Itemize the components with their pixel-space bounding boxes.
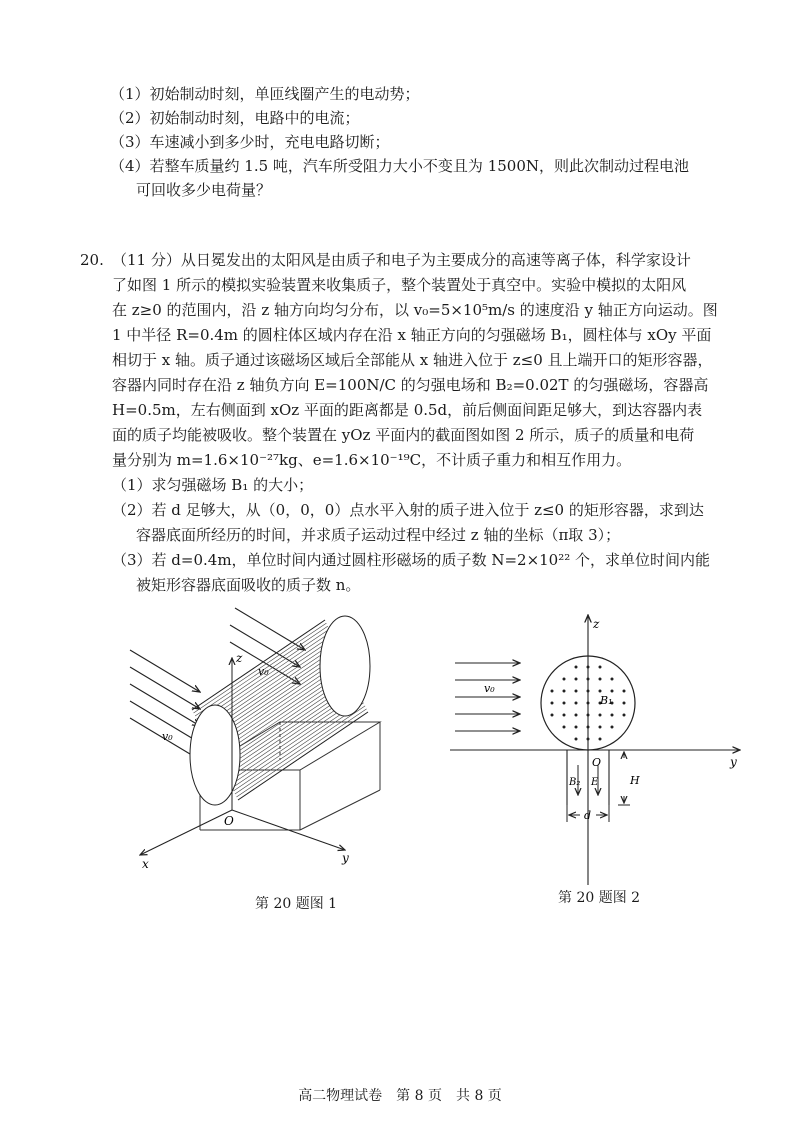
field-dot (599, 714, 602, 717)
q20-line-1: （11 分）从日冕发出的太阳风是由质子和电子为主要成分的高速等离子体，科学家设计 (112, 251, 691, 269)
field-dot (623, 714, 626, 717)
fig1-label-z: z (236, 651, 243, 665)
fig1-label-x: x (142, 857, 149, 871)
field-dot (587, 702, 590, 705)
field-dot (575, 726, 578, 729)
q20-line-2: 了如图 1 所示的模拟实验装置来收集质子，整个装置处于真空中。实验中模拟的太阳风 (112, 276, 687, 294)
field-dot (551, 702, 554, 705)
field-dot (599, 738, 602, 741)
fig1-label-origin: O (224, 814, 234, 828)
fig2-label-b1: B₁ (600, 694, 613, 707)
fig2-label-y: y (730, 755, 737, 769)
field-dot (563, 726, 566, 729)
q20-sub-2-cont: 容器底面所经历的时间，并求质子运动过程中经过 z 轴的坐标（π取 3）； (136, 526, 621, 544)
figure-1-diagram (120, 600, 450, 890)
field-dot (611, 726, 614, 729)
prev-question-1: （1）初始制动时刻，单匝线圈产生的电动势； (110, 85, 420, 103)
q20-line-4: 1 中半径 R=0.4m 的圆柱体区域内存在沿 x 轴正方向的匀强磁场 B₁，圆柱体与 xOy 平面 (112, 326, 712, 344)
field-dot (575, 702, 578, 705)
field-dot (551, 714, 554, 717)
field-dot (623, 690, 626, 693)
prev-question-3: （3）车速减小到多少时，充电电路切断； (110, 133, 390, 151)
incoming-arrows (455, 663, 520, 731)
fig2-label-v0: v₀ (484, 682, 495, 695)
prev-question-2: （2）初始制动时刻，电路中的电流； (110, 109, 360, 127)
field-dot (587, 690, 590, 693)
fig1-label-v0-top: v₀ (258, 665, 269, 678)
fig2-label-h: H (630, 774, 640, 787)
fig2-label-z: z (593, 617, 600, 631)
field-dot (563, 714, 566, 717)
field-dot (575, 690, 578, 693)
fig1-label-y: y (342, 851, 349, 865)
field-dot (587, 738, 590, 741)
q20-line-9: 量分别为 m=1.6×10⁻²⁷kg、e=1.6×10⁻¹⁹C，不计质子重力和相互作用力。 (112, 451, 632, 469)
figure-2-diagram (440, 600, 770, 890)
figure-2-caption: 第 20 题图 2 (558, 890, 641, 906)
field-dot (599, 690, 602, 693)
field-dot (587, 678, 590, 681)
prev-question-4: （4）若整车质量约 1.5 吨，汽车所受阻力大小不变且为 1500N，则此次制动过程电池 (110, 157, 690, 175)
field-dot (551, 690, 554, 693)
field-dot (575, 666, 578, 669)
fig2-label-origin: O (592, 756, 602, 769)
field-dot (575, 678, 578, 681)
field-dot (599, 678, 602, 681)
figure-1-caption: 第 20 题图 1 (255, 896, 338, 912)
fig2-label-e: E (591, 777, 599, 788)
field-dot (611, 690, 614, 693)
q20-line-5: 相切于 x 轴。质子通过该磁场区域后全部能从 x 轴进入位于 z≤0 且上端开口的矩形容器， (112, 351, 713, 369)
question-20-number: 20. (80, 251, 104, 269)
field-dot (563, 690, 566, 693)
q20-sub-2: （2）若 d 足够大，从（0，0，0）点水平入射的质子进入位于 z≤0 的矩形容器，求到达 (112, 501, 704, 519)
prev-question-4-cont: 可回收多少电荷量？ (136, 181, 272, 199)
field-dot (575, 714, 578, 717)
field-dot (599, 726, 602, 729)
field-dot (587, 666, 590, 669)
q20-line-3: 在 z≥0 的范围内，沿 z 轴方向均匀分布，以 v₀=5×10⁵m/s 的速度沿 y 轴正方向运动。图 (112, 301, 718, 319)
fig2-label-d: d (584, 809, 592, 822)
field-dot (611, 678, 614, 681)
field-dot (563, 702, 566, 705)
field-dot (587, 714, 590, 717)
cylinder-magnetic-field (190, 616, 370, 805)
field-dot (599, 666, 602, 669)
q20-line-8: 面的质子均能被吸收。整个装置在 yOz 平面内的截面图如图 2 所示，质子的质量和电荷 (112, 426, 695, 444)
field-dot (587, 726, 590, 729)
field-dot (563, 678, 566, 681)
q20-sub-3-cont: 被矩形容器底面吸收的质子数 n。 (136, 576, 361, 594)
fig2-label-b2: B₂ (569, 777, 581, 788)
field-dot (575, 738, 578, 741)
fig1-label-v0-left: v₀ (162, 730, 173, 743)
field-dot (623, 702, 626, 705)
q20-sub-1: （1）求匀强磁场 B₁ 的大小； (112, 476, 314, 494)
q20-sub-3: （3）若 d=0.4m，单位时间内通过圆柱形磁场的质子数 N=2×10²² 个，求单位时间内能 (112, 551, 711, 569)
field-dot (611, 714, 614, 717)
q20-line-6: 容器内同时存在沿 z 轴负方向 E=100N/C 的匀强电场和 B₂=0.02T 的匀强磁场，容器高 (112, 376, 709, 394)
page-footer: 高二物理试卷 第 8 页 共 8 页 (298, 1088, 502, 1104)
q20-line-7: H=0.5m，左右侧面到 xOz 平面的距离都是 0.5d，前后侧面间距足够大，到达容器内表 (112, 401, 703, 419)
